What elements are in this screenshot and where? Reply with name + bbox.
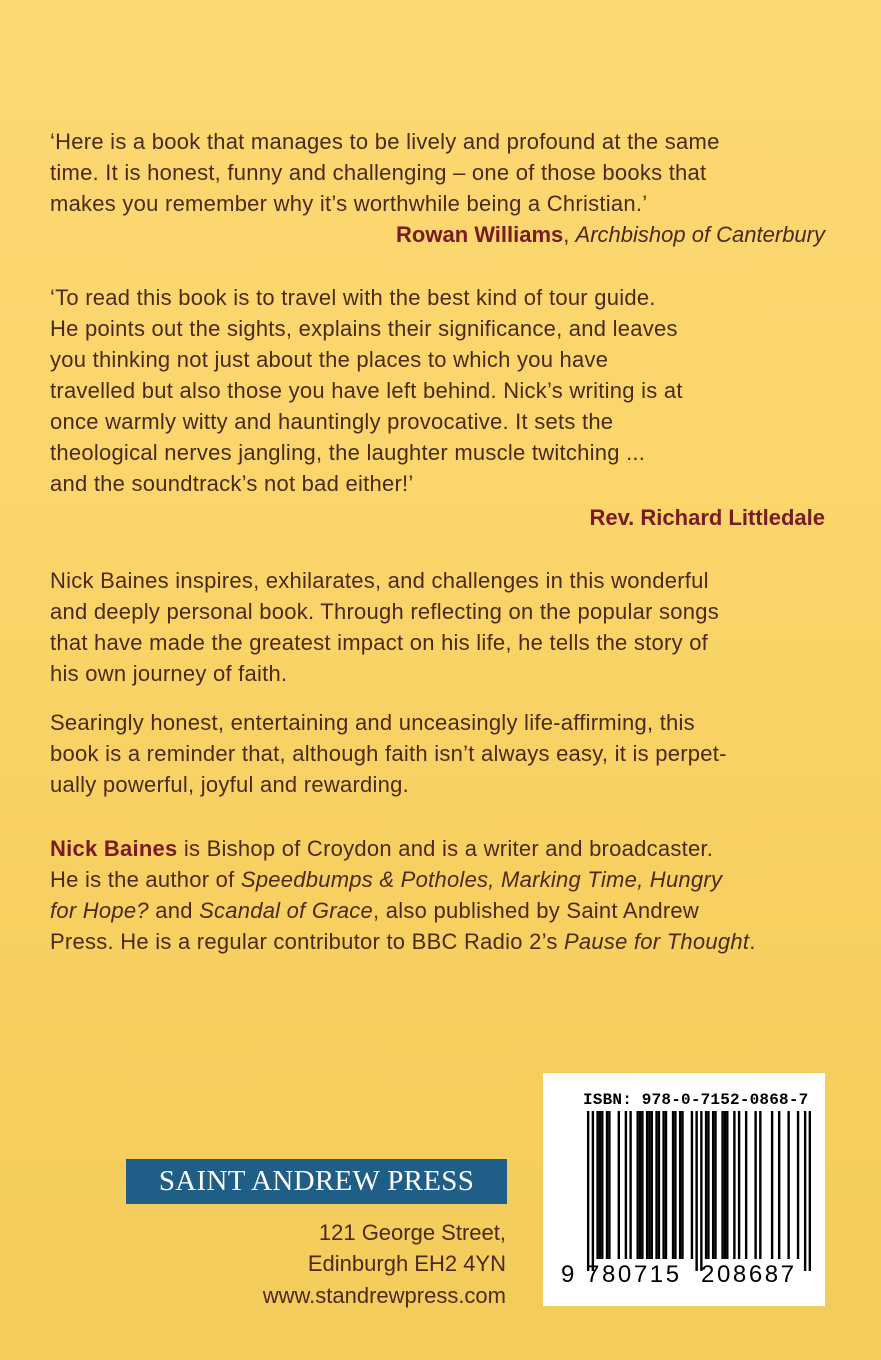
bio-text: , also published by Saint Andrew (373, 898, 700, 923)
blurb-line: and deeply personal book. Through reflecting on the popular songs (50, 599, 719, 624)
attribution-title: Archbishop of Canterbury (575, 222, 825, 247)
barcode-guard-bar (587, 1111, 589, 1271)
book-title: for Hope? (50, 898, 149, 923)
barcode-bar (797, 1111, 799, 1259)
barcode-bar (636, 1111, 638, 1259)
barcode-bar (778, 1111, 780, 1259)
attribution-name: Rowan Williams (396, 222, 564, 247)
barcode-bar (599, 1111, 601, 1259)
barcode-bar (679, 1111, 681, 1259)
bio-line (50, 895, 699, 926)
barcode-bar (691, 1111, 693, 1259)
author-name: Nick Baines (50, 836, 178, 861)
barcode-guard-bar (700, 1111, 702, 1271)
quote-line: theological nerves jangling, the laughter muscle twitching ... (50, 440, 646, 465)
barcode-bar (606, 1111, 608, 1259)
barcode-bar (707, 1111, 709, 1259)
quote-line: and the soundtrack’s not bad either!’ (50, 471, 414, 496)
publisher-address-street: 121 George Street, (318, 1220, 506, 1245)
publisher-logo: SAINT ANDREW PRESS (126, 1159, 507, 1204)
quote-attribution (396, 219, 825, 250)
barcode-bar (787, 1111, 789, 1259)
barcode-guard-bar (804, 1111, 806, 1271)
barcode-bar (641, 1111, 643, 1259)
bio-line (50, 926, 756, 957)
quote-line: ‘To read this book is to travel with the best kind of tour guide. (50, 285, 656, 310)
blurb-line: ually powerful, joyful and rewarding. (50, 772, 409, 797)
barcode-bar (733, 1111, 735, 1259)
barcode-bar (738, 1111, 740, 1259)
barcode-bar (724, 1111, 726, 1259)
quote-line: once warmly witty and hauntingly provocative. It sets the (50, 409, 614, 434)
bio-line (50, 833, 713, 864)
barcode-bar (681, 1111, 683, 1259)
quote-line: time. It is honest, funny and challenging – one of those books that (50, 160, 707, 185)
barcode-digits-right: 208687 (701, 1261, 797, 1288)
barcode-bar (712, 1111, 714, 1259)
bio-text: Press. He is a regular contributor to BBC Radio 2’s (50, 929, 564, 954)
barcode-bar (705, 1111, 707, 1259)
barcode-bar (651, 1111, 653, 1259)
bio-line (50, 864, 722, 895)
barcode-bar (745, 1111, 747, 1259)
bio-text: and (148, 898, 200, 923)
barcode-bar (596, 1111, 598, 1259)
barcode-bar (629, 1111, 631, 1259)
publisher-address-city: Edinburgh EH2 4YN (307, 1251, 506, 1276)
book-title: Scandal of Grace (199, 898, 374, 923)
blurb-line: his own journey of faith. (50, 661, 288, 686)
barcode-bar (608, 1111, 610, 1259)
barcode-bar (674, 1111, 676, 1259)
barcode-bar (665, 1111, 667, 1259)
isbn-label: ISBN: 978-0-7152-0868-7 (583, 1091, 809, 1109)
barcode-bar (655, 1111, 657, 1259)
barcode-bar (714, 1111, 716, 1259)
bio-text: . (749, 929, 756, 954)
barcode-bar (662, 1111, 664, 1259)
blurb-line: that have made the greatest impact on his life, he tells the story of (50, 630, 709, 655)
blurb-line: Nick Baines inspires, exhilarates, and challenges in this wonderful (50, 568, 709, 593)
barcode-digit-first: 9 (561, 1261, 575, 1288)
barcode-bar (648, 1111, 650, 1259)
barcode-bar (754, 1111, 756, 1259)
radio-programme: Pause for Thought (563, 929, 750, 954)
blurb-line: book is a reminder that, although faith isn’t always easy, it is perpet- (50, 741, 727, 766)
quote-attribution: Rev. Richard Littledale (589, 505, 825, 530)
barcode-bar (721, 1111, 723, 1259)
bio-text: is Bishop of Croydon and is a writer and broadcaster. (177, 836, 714, 861)
barcode-guard-bar (592, 1111, 594, 1271)
barcode-bar (625, 1111, 627, 1259)
barcode-bar (618, 1111, 620, 1259)
bio-text: He is the author of (50, 867, 241, 892)
barcode-guard-bar (809, 1111, 811, 1271)
blurb-line: Searingly honest, entertaining and unceasingly life-affirming, this (50, 710, 695, 735)
book-titles: Speedbumps & Potholes, Marking Time, Hungry (240, 867, 723, 892)
barcode-bar (759, 1111, 761, 1259)
barcode-bar (726, 1111, 728, 1259)
barcode-bar (672, 1111, 674, 1259)
quote-line: ‘Here is a book that manages to be lively and profound at the same (50, 129, 720, 154)
barcode-bars (561, 1111, 811, 1271)
barcode-bar (601, 1111, 603, 1259)
barcode-bar (646, 1111, 648, 1259)
publisher-website: www.standrewpress.com (262, 1283, 506, 1308)
quote-line: travelled but also those you have left behind. Nick’s writing is at (50, 378, 683, 403)
barcode-panel (543, 1073, 825, 1306)
attribution-separator: , (563, 222, 576, 247)
quote-line: He points out the sights, explains their significance, and leaves (50, 316, 678, 341)
barcode-guard-bar (695, 1111, 697, 1271)
barcode-digits-left: 780715 (586, 1261, 682, 1288)
quote-line: makes you remember why it’s worthwhile being a Christian.’ (50, 191, 648, 216)
barcode-bar (658, 1111, 660, 1259)
barcode-bar (771, 1111, 773, 1259)
barcode-bar (639, 1111, 641, 1259)
quote-line: you thinking not just about the places to which you have (50, 347, 609, 372)
